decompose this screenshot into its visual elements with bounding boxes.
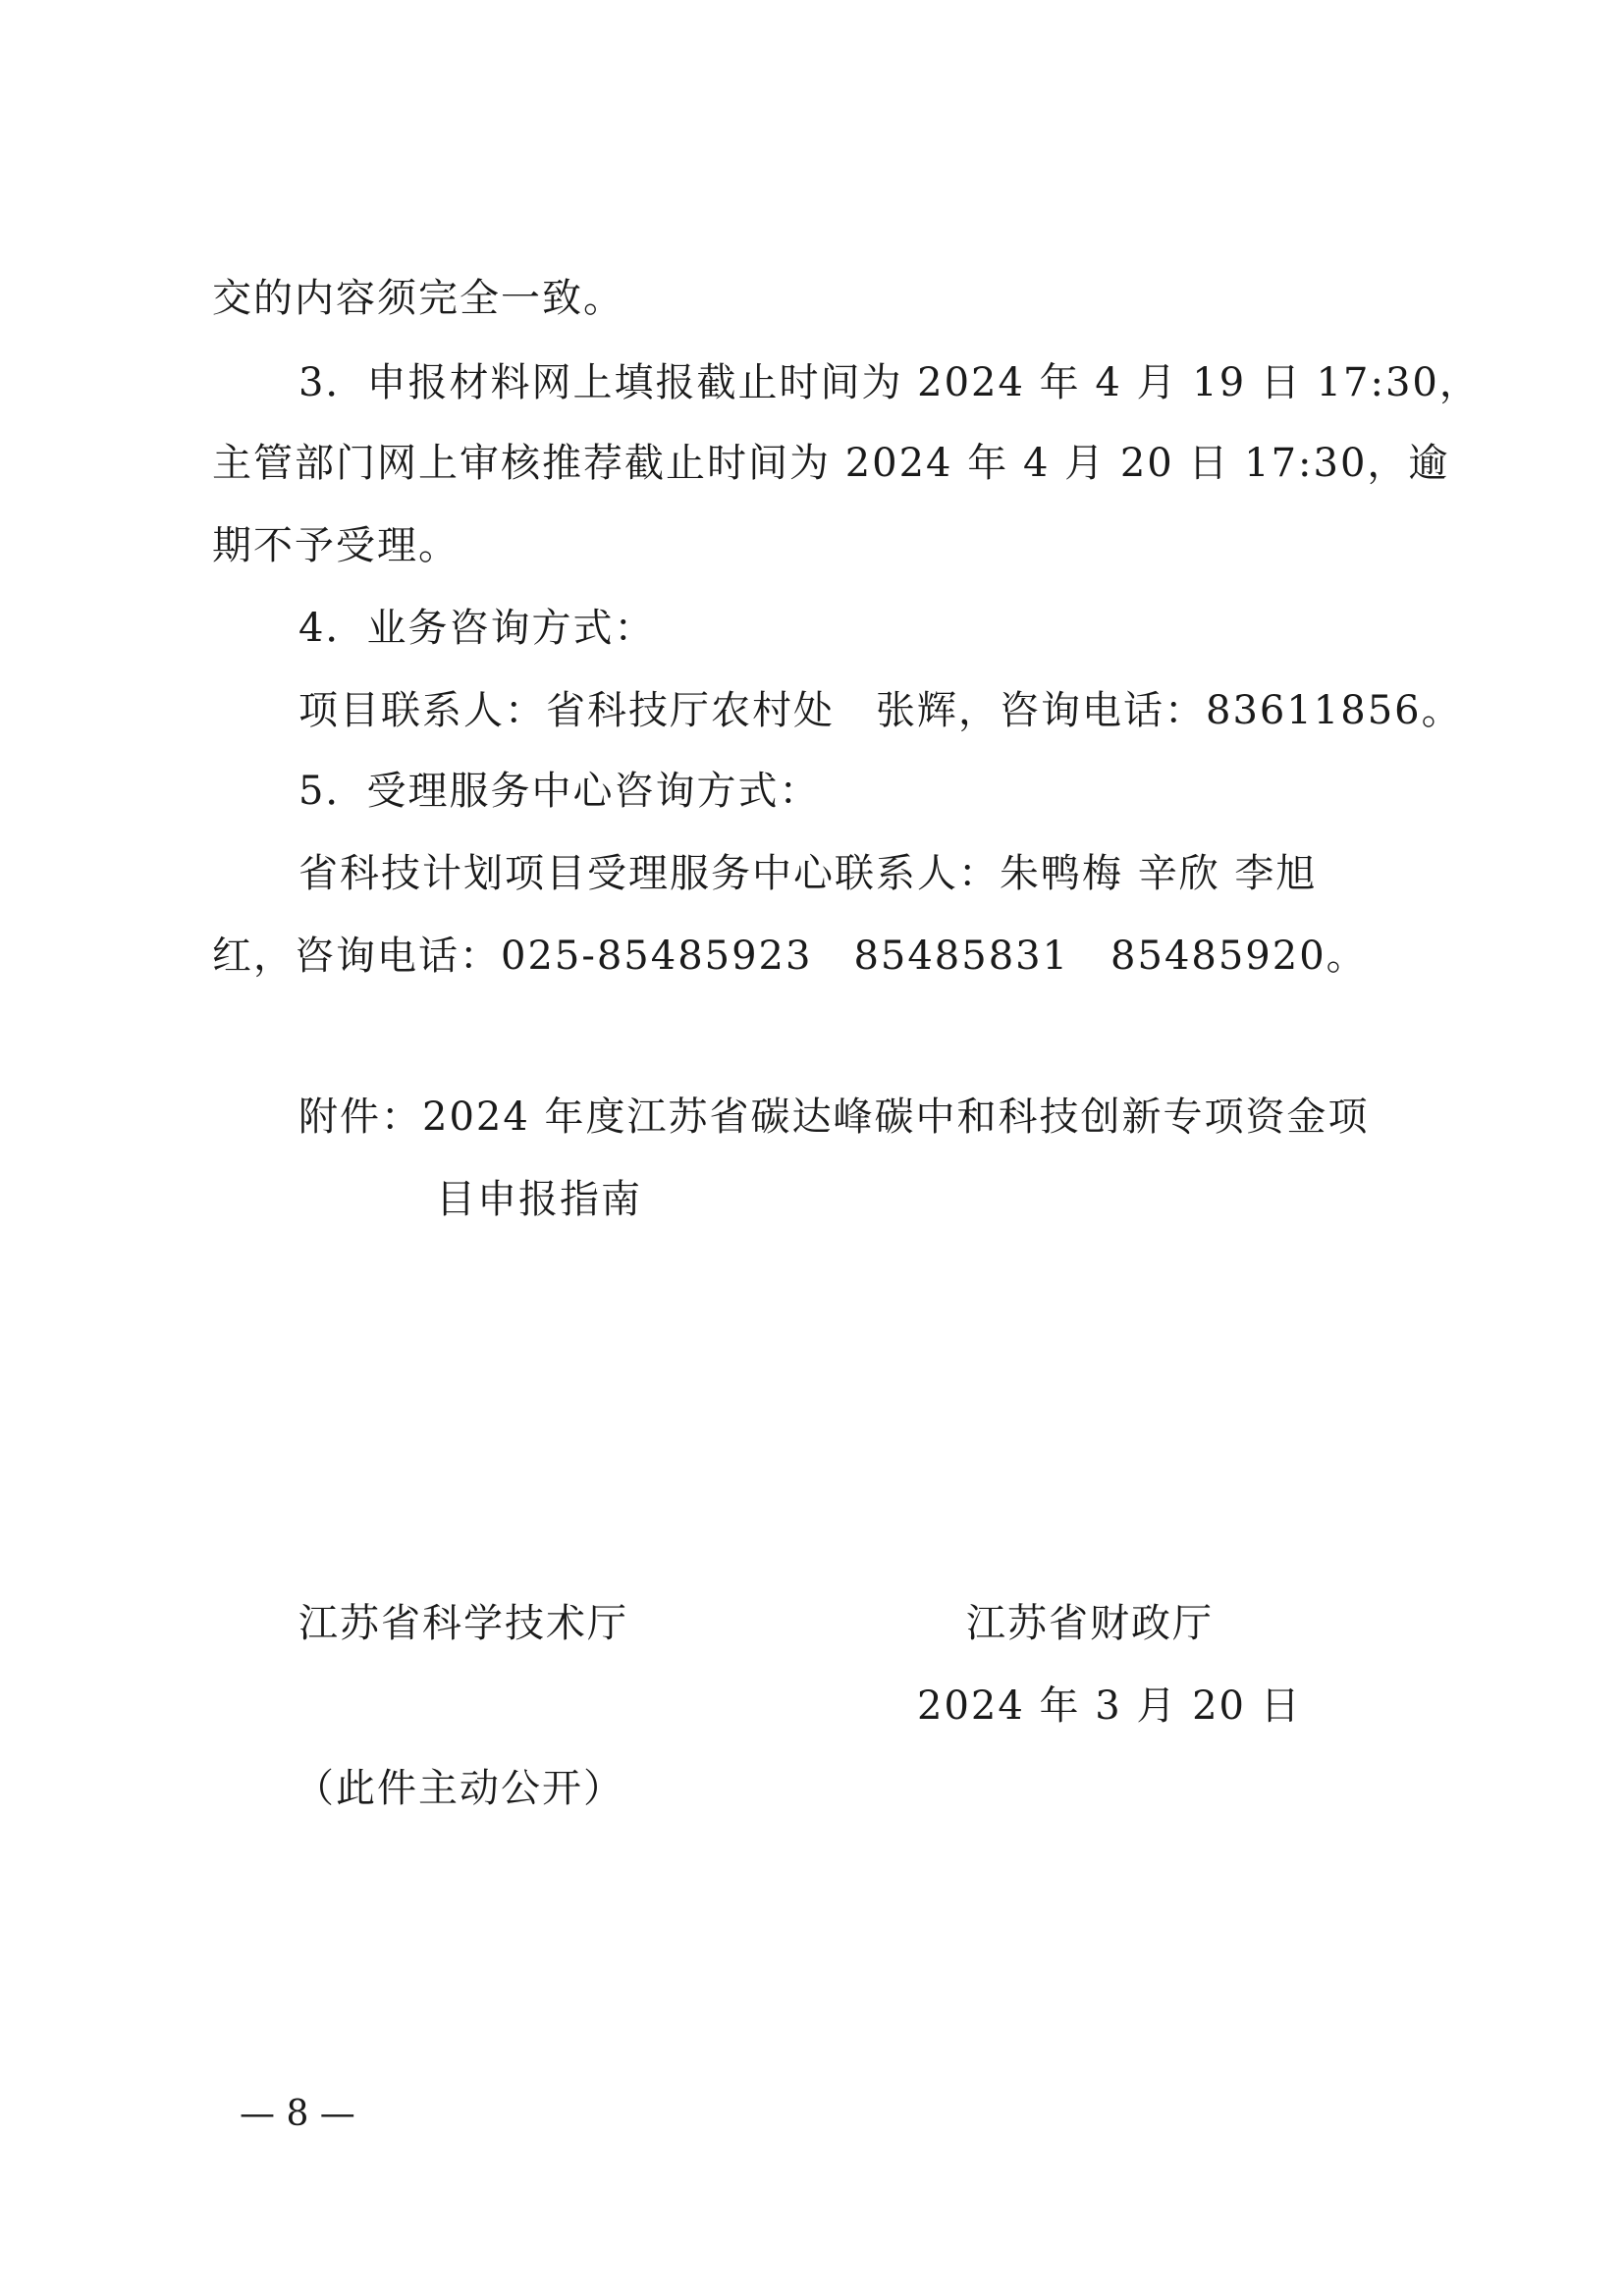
signature-date: 2024 年 3 月 20 日 (917, 1683, 1302, 1729)
page-number: — 8 — (240, 2094, 355, 2134)
item-5-heading: 5．受理服务中心咨询方式： (298, 769, 821, 814)
item-4-contact: 项目联系人：省科技厅农村处 张辉，咨询电话：83611856。 (298, 688, 1463, 733)
attachment-line-1: 附件：2024 年度江苏省碳达峰碳中和科技创新专项资金项 (298, 1095, 1370, 1140)
disclosure-note: （此件主动公开） (295, 1766, 624, 1811)
item-4-heading: 4．业务咨询方式： (298, 606, 656, 651)
item-3-line-2: 主管部门网上审核推荐截止时间为 2024 年 4 月 20 日 17:30，逾 (212, 441, 1450, 486)
item-5-line-1: 省科技计划项目受理服务中心联系人：朱鸭梅 辛欣 李旭 (298, 851, 1318, 896)
attachment-line-2: 目申报指南 (436, 1177, 642, 1222)
body-line-continuation: 交的内容须完全一致。 (212, 276, 624, 321)
item-5-line-2: 红，咨询电话：025-85485923 85485831 85485920。 (212, 934, 1368, 979)
item-3-line-1: 3．申报材料网上填报截止时间为 2024 年 4 月 19 日 17:30， (298, 360, 1481, 405)
signature-org-finance: 江苏省财政厅 (966, 1601, 1214, 1646)
item-3-line-3: 期不予受理。 (212, 523, 460, 568)
signature-org-science: 江苏省科学技术厅 (298, 1601, 628, 1646)
